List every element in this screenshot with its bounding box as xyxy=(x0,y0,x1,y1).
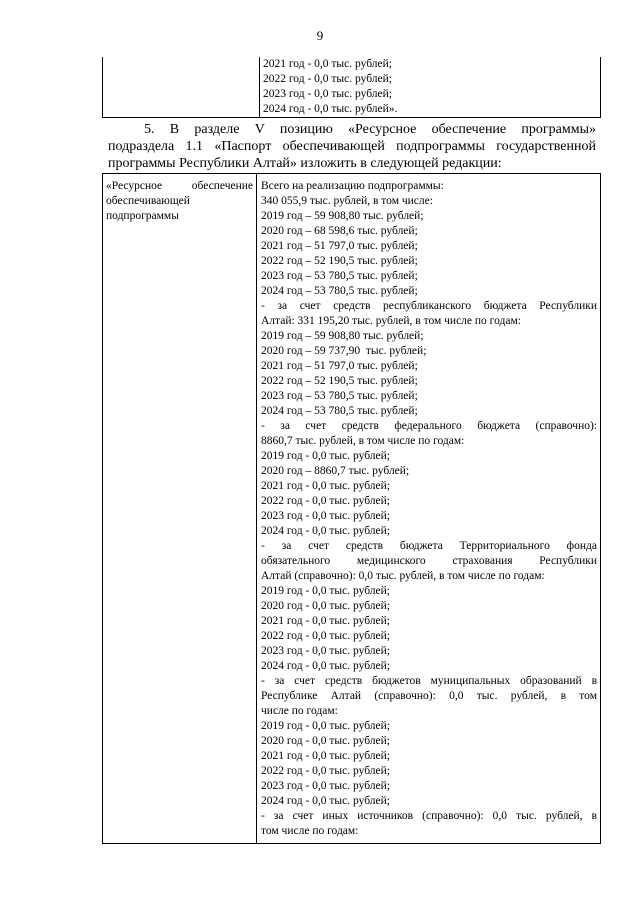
value-line: 2021 год - 0,0 тыс. рублей; xyxy=(261,615,390,627)
value-line: числе по годам: xyxy=(261,705,338,717)
value-line: обязательного медицинского страхования Республики xyxy=(261,555,597,567)
value-line: 2020 год – 8860,7 тыс. рублей; xyxy=(261,465,410,477)
value-line: 2019 год - 0,0 тыс. рублей; xyxy=(261,585,390,597)
resource-table xyxy=(102,173,601,844)
value-line: 2021 год - 0,0 тыс. рублей; xyxy=(261,750,390,762)
value-line: 2019 год - 0,0 тыс. рублей; xyxy=(261,450,390,462)
value-line: 2023 год – 53 780,5 тыс. рублей; xyxy=(261,390,418,402)
paragraph-line: программы Республики Алтай» изложить в следующей редакции: xyxy=(108,156,502,171)
year-line: 2023 год - 0,0 тыс. рублей; xyxy=(263,88,392,100)
value-line: 2024 год - 0,0 тыс. рублей; xyxy=(261,795,390,807)
value-line: Всего на реализацию подпрограммы: xyxy=(261,180,444,192)
position-label-line: обеспечивающей xyxy=(106,195,190,207)
value-line: 2019 год – 59 908,80 тыс. рублей; xyxy=(261,210,424,222)
year-line: 2024 год - 0,0 тыс. рублей». xyxy=(263,103,398,115)
value-line: 2024 год - 0,0 тыс. рублей; xyxy=(261,525,390,537)
value-line: 2023 год - 0,0 тыс. рублей; xyxy=(261,510,390,522)
top-table-left-cell xyxy=(103,57,260,118)
value-line: - за счет средств бюджетов муниципальных образований в xyxy=(261,675,597,687)
value-line: 2023 год - 0,0 тыс. рублей; xyxy=(261,645,390,657)
value-line: 340 055,9 тыс. рублей, в том числе: xyxy=(261,195,433,207)
value-line: 8860,7 тыс. рублей, в том числе по годам: xyxy=(261,435,465,447)
paragraph-line: 5. В разделе V позицию «Ресурсное обеспечение программы» xyxy=(144,122,596,137)
value-line: 2020 год – 59 737,90 тыс. рублей; xyxy=(261,345,427,357)
value-line: Алтай (справочно): 0,0 тыс. рублей, в том числе по годам: xyxy=(261,570,545,582)
value-line: 2021 год – 51 797,0 тыс. рублей; xyxy=(261,240,418,252)
value-line: 2020 год - 0,0 тыс. рублей; xyxy=(261,735,390,747)
value-line: - за счет иных источников (справочно): 0,0 тыс. рублей, в xyxy=(261,810,597,822)
value-line: 2022 год - 0,0 тыс. рублей; xyxy=(261,630,390,642)
position-value-cell xyxy=(257,174,601,844)
position-label-line: подпрограммы xyxy=(106,210,179,222)
position-label-cell xyxy=(103,174,257,844)
value-line: - за счет средств бюджета Территориального фонда xyxy=(261,540,597,552)
value-line: 2022 год – 52 190,5 тыс. рублей; xyxy=(261,255,418,267)
top-table-right-cell xyxy=(260,57,601,118)
value-line: 2023 год – 53 780,5 тыс. рублей; xyxy=(261,270,418,282)
value-line: 2019 год – 59 908,80 тыс. рублей; xyxy=(261,330,424,342)
value-line: Республике Алтай (справочно): 0,0 тыс. рублей, в том xyxy=(261,690,597,702)
top-table-continuation xyxy=(102,57,601,118)
position-label-line: «Ресурсное обеспечение xyxy=(106,180,253,192)
value-line: - за счет средств федерального бюджета (справочно): xyxy=(261,420,597,432)
value-line: 2022 год - 0,0 тыс. рублей; xyxy=(261,495,390,507)
value-line: 2023 год - 0,0 тыс. рублей; xyxy=(261,780,390,792)
page-number: 9 xyxy=(316,28,324,43)
value-line: 2021 год – 51 797,0 тыс. рублей; xyxy=(261,360,418,372)
value-line: 2022 год - 0,0 тыс. рублей; xyxy=(261,765,390,777)
value-line: Алтай: 331 195,20 тыс. рублей, в том числе по годам: xyxy=(261,315,521,327)
value-line: 2024 год – 53 780,5 тыс. рублей; xyxy=(261,405,418,417)
value-line: 2020 год – 68 598,6 тыс. рублей; xyxy=(261,225,418,237)
value-line: 2024 год - 0,0 тыс. рублей; xyxy=(261,660,390,672)
year-line: 2022 год - 0,0 тыс. рублей; xyxy=(263,73,392,85)
value-line: 2021 год - 0,0 тыс. рублей; xyxy=(261,480,390,492)
value-line: 2019 год - 0,0 тыс. рублей; xyxy=(261,720,390,732)
value-line: 2020 год - 0,0 тыс. рублей; xyxy=(261,600,390,612)
paragraph-line: подраздела 1.1 «Паспорт обеспечивающей подпрограммы государственной xyxy=(108,139,596,154)
year-line: 2021 год - 0,0 тыс. рублей; xyxy=(263,58,392,70)
value-line: том числе по годам: xyxy=(261,825,359,837)
amendment-paragraph xyxy=(108,121,596,172)
value-line: 2022 год – 52 190,5 тыс. рублей; xyxy=(261,375,418,387)
value-line: - за счет средств республиканского бюджета Республики xyxy=(261,300,597,312)
value-line: 2024 год – 53 780,5 тыс. рублей; xyxy=(261,285,418,297)
